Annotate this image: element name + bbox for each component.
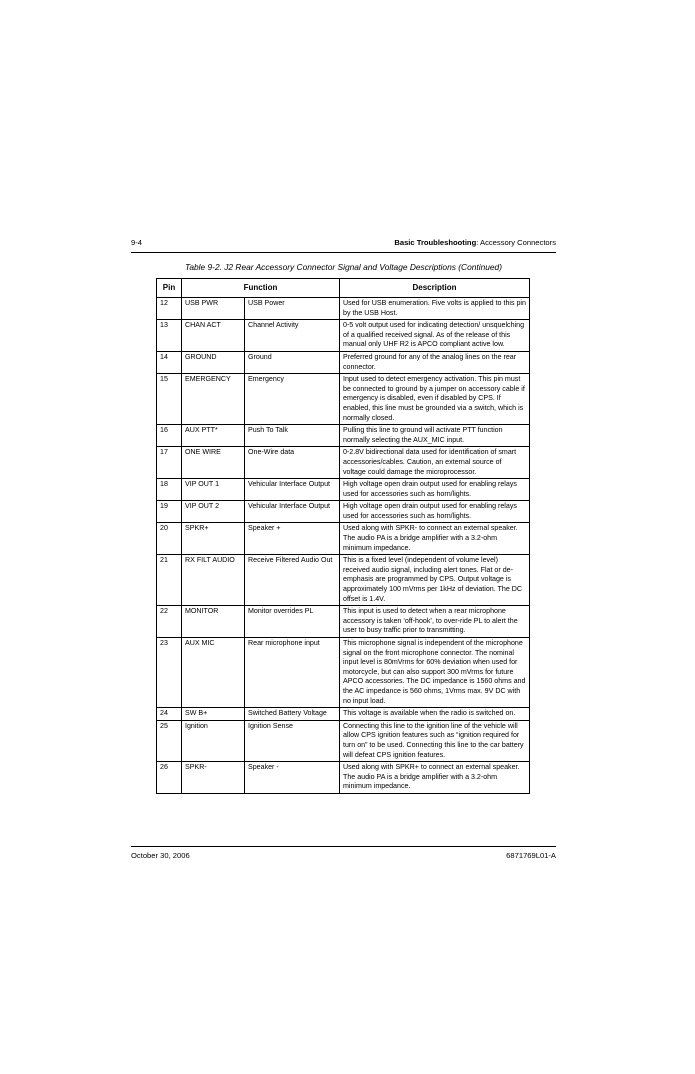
cell-pin: 25 xyxy=(157,720,182,761)
cell-description: 0-2.8V bidirectional data used for identification of smart accessories/cables. Caution, an external source of voltage could damage the microprocessor. xyxy=(340,447,530,479)
cell-description: High voltage open drain output used for enabling relays used for accessories such as horn/lights. xyxy=(340,479,530,501)
cell-function: Vehicular Interface Output xyxy=(245,479,340,501)
page-footer xyxy=(131,851,556,861)
cell-signal-name: SPKR- xyxy=(182,762,245,794)
cell-pin: 13 xyxy=(157,320,182,352)
cell-function: Speaker - xyxy=(245,762,340,794)
cell-function: Switched Battery Voltage xyxy=(245,708,340,721)
page-header xyxy=(131,238,556,248)
cell-pin: 18 xyxy=(157,479,182,501)
cell-signal-name: CHAN ACT xyxy=(182,320,245,352)
cell-signal-name: RX FILT AUDIO xyxy=(182,555,245,606)
cell-function: Monitor overrides PL xyxy=(245,606,340,638)
cell-pin: 20 xyxy=(157,523,182,555)
cell-function: Vehicular Interface Output xyxy=(245,501,340,523)
table-row xyxy=(157,501,530,523)
cell-description: This voltage is available when the radio is switched on. xyxy=(340,708,530,721)
cell-description: Input used to detect emergency activation. This pin must be connected to ground by a jumper on accessory cable if emergency is disabled, even if disabled by CPS. If enabled, this line must be grounded via a switch, which is normally closed. xyxy=(340,374,530,425)
cell-signal-name: AUX MIC xyxy=(182,638,245,708)
connector-signal-table xyxy=(156,278,530,794)
table-row xyxy=(157,523,530,555)
cell-signal-name: MONITOR xyxy=(182,606,245,638)
cell-function: Rear microphone input xyxy=(245,638,340,708)
cell-description: Used along with SPKR- to connect an external speaker. The audio PA is a bridge amplifier with a 3.2-ohm minimum impedance. xyxy=(340,523,530,555)
page-number: 9-4 xyxy=(131,238,142,247)
cell-function: USB Power xyxy=(245,298,340,320)
section-title xyxy=(394,238,556,248)
cell-pin: 14 xyxy=(157,351,182,373)
table-row xyxy=(157,298,530,320)
cell-signal-name: GROUND xyxy=(182,351,245,373)
cell-description: Used along with SPKR+ to connect an external speaker. The audio PA is a bridge amplifier with a 3.2-ohm minimum impedance. xyxy=(340,762,530,794)
cell-function: Ignition Sense xyxy=(245,720,340,761)
cell-description: This input is used to detect when a rear microphone accessory is taken ‘off-hook’, to over-ride PL to alert the user to busy traffic prior to transmitting. xyxy=(340,606,530,638)
cell-signal-name: SPKR+ xyxy=(182,523,245,555)
cell-pin: 24 xyxy=(157,708,182,721)
cell-function: Speaker + xyxy=(245,523,340,555)
cell-description: Connecting this line to the ignition line of the vehicle will allow CPS ignition features such as “ignition required for turn on” to be used. Connecting this line to the car battery will defeat CPS ignition features. xyxy=(340,720,530,761)
cell-pin: 19 xyxy=(157,501,182,523)
table-row xyxy=(157,374,530,425)
cell-pin: 12 xyxy=(157,298,182,320)
table-row xyxy=(157,708,530,721)
header-function: Function xyxy=(182,279,340,298)
cell-description: Pulling this line to ground will activate PTT function normally selecting the AUX_MIC input. xyxy=(340,425,530,447)
table-row xyxy=(157,351,530,373)
table-header-row xyxy=(157,279,530,298)
footer-rule xyxy=(131,846,556,847)
cell-signal-name: EMERGENCY xyxy=(182,374,245,425)
cell-pin: 23 xyxy=(157,638,182,708)
section-title-rest: : Accessory Connectors xyxy=(476,238,556,247)
table-row xyxy=(157,425,530,447)
cell-pin: 15 xyxy=(157,374,182,425)
header-rule xyxy=(131,252,556,253)
cell-function: One-Wire data xyxy=(245,447,340,479)
cell-description: Preferred ground for any of the analog lines on the rear connector. xyxy=(340,351,530,373)
header-description: Description xyxy=(340,279,530,298)
cell-function: Ground xyxy=(245,351,340,373)
table-row xyxy=(157,720,530,761)
table-body xyxy=(157,298,530,794)
cell-pin: 16 xyxy=(157,425,182,447)
cell-function: Channel Activity xyxy=(245,320,340,352)
footer-date: October 30, 2006 xyxy=(131,851,190,860)
table-caption: Table 9-2. J2 Rear Accessory Connector Signal and Voltage Descriptions (Continued) xyxy=(184,262,503,272)
section-title-bold: Basic Troubleshooting xyxy=(394,238,477,247)
cell-function: Emergency xyxy=(245,374,340,425)
cell-signal-name: SW B+ xyxy=(182,708,245,721)
table-row xyxy=(157,606,530,638)
cell-signal-name: VIP OUT 1 xyxy=(182,479,245,501)
cell-signal-name: VIP OUT 2 xyxy=(182,501,245,523)
cell-description: This microphone signal is independent of the microphone signal on the front microphone connector. The nominal input level is 80mVrms for 60% deviation when used for motorcycle, but can also support 300 mVrms for future APCO accessories. The DC impedance is 1560 ohms and the AC impedance is 560 ohms, 1Vrms max. 9V DC with no input load. xyxy=(340,638,530,708)
table-row xyxy=(157,638,530,708)
table-row xyxy=(157,320,530,352)
cell-signal-name: Ignition xyxy=(182,720,245,761)
cell-description: 0-5 volt output used for indicating detection/ unsquelching of a qualified received signal. As of the release of this manual only UHF R2 is APCO compliant active low. xyxy=(340,320,530,352)
table-row xyxy=(157,447,530,479)
table-row xyxy=(157,479,530,501)
cell-description: Used for USB enumeration. Five volts is applied to this pin by the USB Host. xyxy=(340,298,530,320)
cell-function: Push To Talk xyxy=(245,425,340,447)
header-pin: Pin xyxy=(157,279,182,298)
cell-description: High voltage open drain output used for enabling relays used for accessories such as horn/lights. xyxy=(340,501,530,523)
table-row xyxy=(157,555,530,606)
cell-pin: 26 xyxy=(157,762,182,794)
table-row xyxy=(157,762,530,794)
cell-signal-name: USB PWR xyxy=(182,298,245,320)
cell-signal-name: AUX PTT* xyxy=(182,425,245,447)
cell-signal-name: ONE WIRE xyxy=(182,447,245,479)
cell-description: This is a fixed level (independent of volume level) received audio signal, including alert tones. Flat or de-emphasis are programmed by CPS. Output voltage is approximately 100 mVrms per 1kHz of deviation. The DC offset is 1.4V. xyxy=(340,555,530,606)
cell-pin: 22 xyxy=(157,606,182,638)
cell-pin: 21 xyxy=(157,555,182,606)
cell-function: Receive Filtered Audio Out xyxy=(245,555,340,606)
cell-pin: 17 xyxy=(157,447,182,479)
footer-doc-number: 6871769L01-A xyxy=(506,851,556,860)
